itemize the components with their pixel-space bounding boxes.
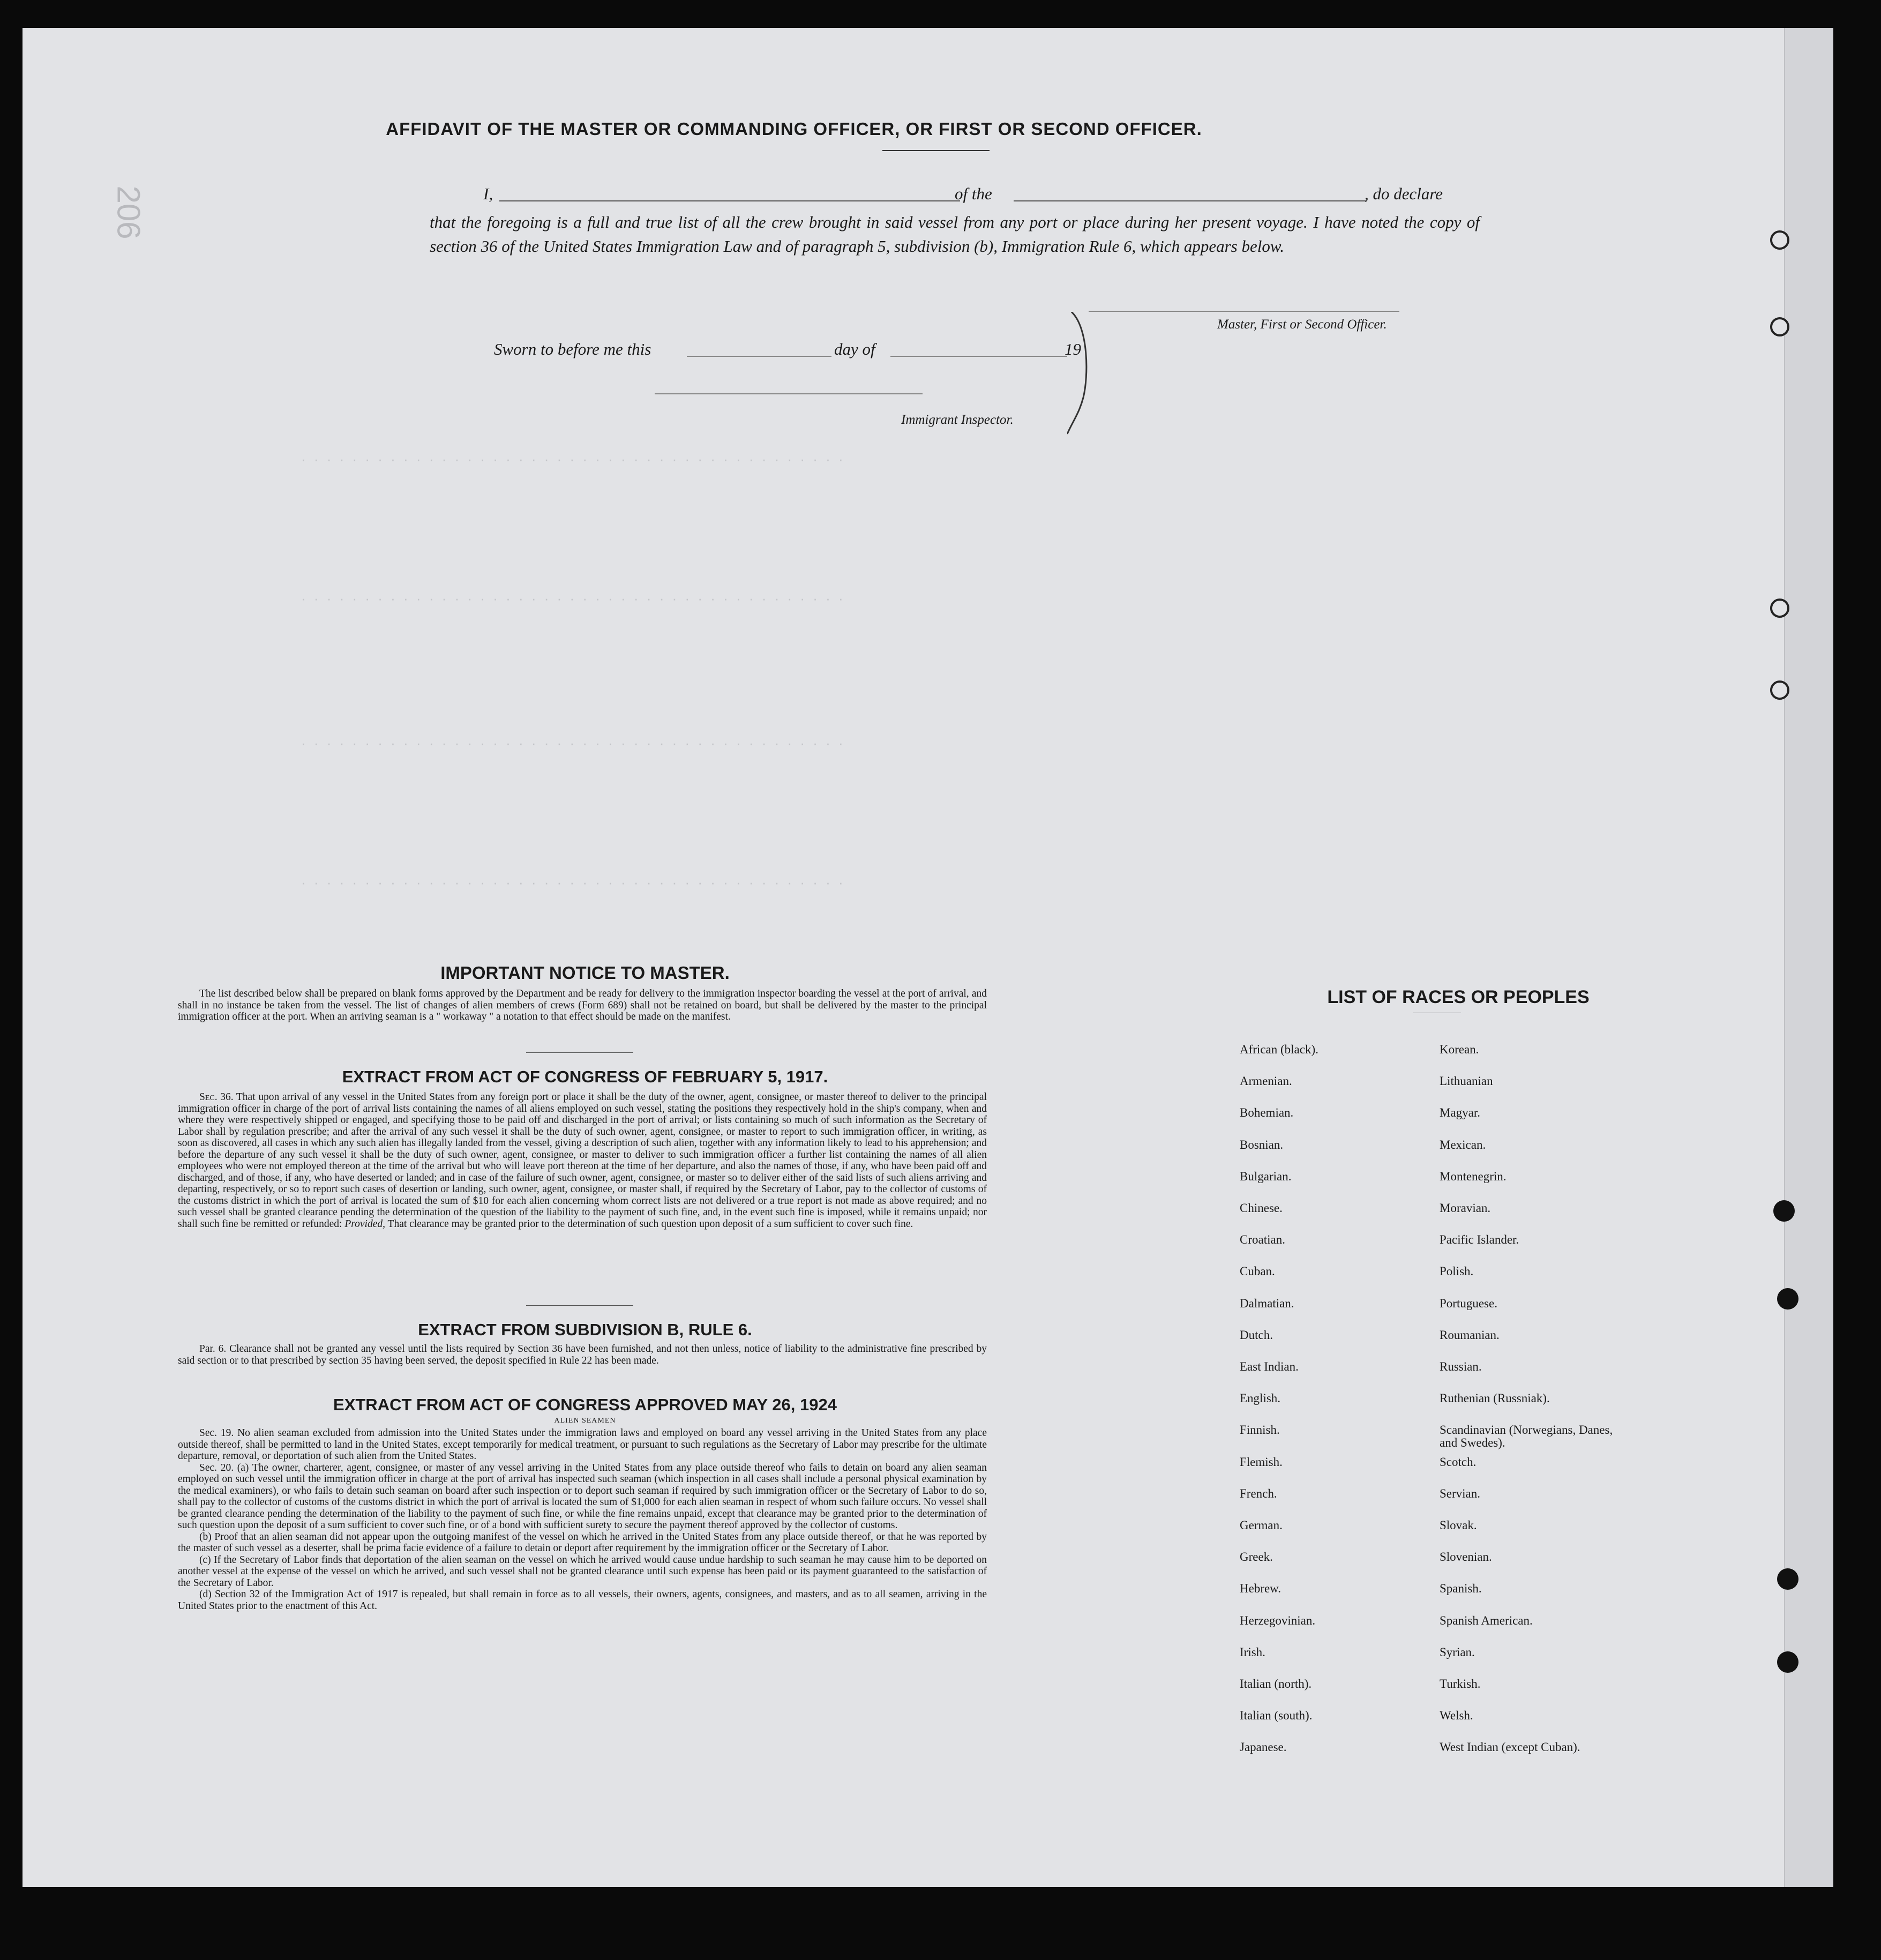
signature-label: Master, First or Second Officer. bbox=[1217, 317, 1387, 332]
race-item: Mexican. bbox=[1440, 1138, 1486, 1151]
extract-1924-subtitle: ALIEN SEAMEN bbox=[554, 1417, 616, 1425]
binding-hole bbox=[1770, 317, 1789, 336]
race-item: Chinese. bbox=[1240, 1201, 1283, 1215]
bracket-stroke bbox=[1067, 312, 1099, 435]
document-page bbox=[23, 28, 1833, 1887]
race-item: Italian (north). bbox=[1240, 1677, 1312, 1690]
race-item: French. bbox=[1240, 1486, 1277, 1500]
extract-rule6-title: EXTRACT FROM SUBDIVISION B, RULE 6. bbox=[418, 1320, 752, 1339]
race-item: Bohemian. bbox=[1240, 1106, 1294, 1120]
section-divider bbox=[526, 1052, 633, 1053]
title-rule bbox=[882, 150, 990, 151]
inspector-line bbox=[655, 393, 923, 394]
race-item: Ruthenian (Russniak). bbox=[1440, 1392, 1550, 1405]
binding-hole bbox=[1773, 1200, 1795, 1222]
day-of-label: day of bbox=[834, 340, 875, 358]
race-item: Cuban. bbox=[1240, 1265, 1275, 1278]
race-item: Slovenian. bbox=[1440, 1550, 1492, 1564]
race-item: Bulgarian. bbox=[1240, 1169, 1292, 1183]
race-item: Herzegovinian. bbox=[1240, 1613, 1316, 1627]
notice-text: The list described below shall be prepared on blank forms approved by the Department and be ready for delivery to the immigration inspector boarding the vessel at the port of arrival, and shall in no instance be taken from the vessel. The list of changes of alien members of crews (Form 689) shall not be retained on board, but shall be delivered by the master to the principal immigration officer at the port. When an arriving seaman is a " workaway " a notation to that effect should be made on the manifest. bbox=[178, 988, 987, 1022]
race-item: Lithuanian bbox=[1440, 1074, 1493, 1088]
race-item: Finnish. bbox=[1240, 1423, 1280, 1437]
race-item: Bosnian. bbox=[1240, 1138, 1284, 1151]
race-item: East Indian. bbox=[1240, 1360, 1299, 1373]
race-item: Spanish American. bbox=[1440, 1613, 1533, 1627]
race-item: Spanish. bbox=[1440, 1582, 1482, 1596]
race-item: Korean. bbox=[1440, 1043, 1479, 1056]
race-item: German. bbox=[1240, 1518, 1283, 1532]
year-label: 19 bbox=[1065, 340, 1081, 358]
race-item: Welsh. bbox=[1440, 1709, 1473, 1723]
binding-hole bbox=[1777, 1651, 1798, 1673]
binding-hole bbox=[1770, 230, 1789, 250]
vessel-blank-line bbox=[1014, 200, 1367, 201]
extract-1924-text: Sec. 19. No alien seaman excluded from admission into the United States under the immigration laws and employed on board any vessel arriving in the United States from any place outside thereof, shall be permitted to land in the United States, except temporarily for medical treatment, or pursuant to such regulations as the Secretary of Labor may prescribe for the ultimate departure, removal, or deportation of such alien from the United States. Sec. 20. (a) The owner, charterer, agent, consignee, or master of any vessel arriving in the United States from any place outside thereof who fails to detain on board any alien seaman employed on such vessel until the immigration officer in charge at the port of arrival has inspected such seaman (which inspection in all cases shall include a personal physical examination by the medical examiners), or who fails to detain such seaman on board after such inspection or to deport such seaman if required by such immigration officer or the Secretary of Labor to do so, shall pay to the collector of customs of the customs district in which the port of arrival is located the sum of $1,000 for each alien seaman in respect of whom such failure occurs. No vessel shall be granted clearance pending the determination of the liability to the payment of such fine, or while the fine remains unpaid, except that clearance may be granted prior to the determination of such question upon the deposit of a sum sufficient to cover such fine, or of a bond with sufficient surety to secure the payment thereof approved by the collector of customs. (b) Proof that an alien seaman did not appear upon the outgoing manifest of the vessel on which he arrived in the United States from any place outside thereof, or that he was reported by the master of such vessel as a deserter, shall be prima facie evidence of a failure to detain or deport after requirement by the immigration officer or the Secretary of Labor. (c) If the Secretary of Labor finds that deportation of the alien seaman on the vessel on which he arrived would cause undue hardship to such seaman he may cause him to be deported on another vessel at the expense of the vessel on which he arrived, and such vessel shall not be granted clearance until such expense has been paid or its payment guaranteed to the satisfaction of the Secretary of Labor. (d) Section 32 of the Immigration Act of 1917 is repealed, but shall remain in force as to all vessels, their owners, agents, consignees, and masters, and as to all seamen, arriving in the United States prior to the enactment of this Act. bbox=[178, 1427, 987, 1612]
race-item: English. bbox=[1240, 1392, 1281, 1405]
sworn-label: Sworn to before me this bbox=[494, 340, 651, 358]
race-item: Italian (south). bbox=[1240, 1709, 1313, 1723]
race-item: Turkish. bbox=[1440, 1677, 1481, 1690]
binding-hole bbox=[1770, 680, 1789, 700]
race-item: Scandinavian (Norwegians, Danes, and Swedes). bbox=[1440, 1423, 1613, 1450]
race-item: Dalmatian. bbox=[1240, 1296, 1294, 1310]
affidavit-of-the-label: of the bbox=[955, 184, 992, 203]
bleed-through-mark: · · · · · · · · · · · · · · · · · · · · · · · · · · · · · · · · · · · · · · · · · · · bbox=[301, 590, 845, 607]
race-item: Servian. bbox=[1440, 1486, 1481, 1500]
race-item: Flemish. bbox=[1240, 1455, 1283, 1469]
affidavit-body: that the foregoing is a full and true list of all the crew brought in said vessel from any port or place during her present voyage. I have noted the copy of section 36 of the United States Immigration Law and of paragraph 5, subdivision (b), Immigration Rule 6, which appears below. bbox=[430, 213, 1480, 256]
race-item: Roumanian. bbox=[1440, 1328, 1500, 1342]
race-item: Japanese. bbox=[1240, 1740, 1287, 1754]
race-item: Portuguese. bbox=[1440, 1296, 1497, 1310]
race-item: Irish. bbox=[1240, 1645, 1265, 1659]
binding-hole bbox=[1777, 1288, 1798, 1310]
race-item: African (black). bbox=[1240, 1043, 1318, 1056]
signature-line bbox=[1089, 311, 1399, 312]
race-item: Russian. bbox=[1440, 1360, 1482, 1373]
notice-title: IMPORTANT NOTICE TO MASTER. bbox=[440, 963, 730, 983]
binding-hole bbox=[1777, 1568, 1798, 1590]
race-item: Armenian. bbox=[1240, 1074, 1292, 1088]
section-divider bbox=[526, 1305, 633, 1306]
bleed-through-mark: · · · · · · · · · · · · · · · · · · · · · · · · · · · · · · · · · · · · · · · · · · · bbox=[301, 451, 845, 467]
affidavit-declare-label: , do declare bbox=[1365, 184, 1443, 203]
race-item: Pacific Islander. bbox=[1440, 1233, 1519, 1247]
race-item: Moravian. bbox=[1440, 1201, 1491, 1215]
sworn-day-line bbox=[687, 356, 831, 357]
race-item: Montenegrin. bbox=[1440, 1169, 1507, 1183]
race-item: Greek. bbox=[1240, 1550, 1273, 1564]
bleed-through-mark: · · · · · · · · · · · · · · · · · · · · · · · · · · · · · · · · · · · · · · · · · · · bbox=[301, 735, 845, 751]
faint-page-number: 206 bbox=[110, 185, 147, 240]
name-blank-line bbox=[499, 200, 960, 201]
races-title: LIST OF RACES OR PEOPLES bbox=[1327, 987, 1590, 1007]
race-item: Hebrew. bbox=[1240, 1582, 1282, 1596]
race-item: Dutch. bbox=[1240, 1328, 1273, 1342]
extract-1917-title: EXTRACT FROM ACT OF CONGRESS OF FEBRUARY 5, 1917. bbox=[342, 1067, 828, 1086]
affidavit-title: AFFIDAVIT OF THE MASTER OR COMMANDING OFFICER, OR FIRST OR SECOND OFFICER. bbox=[386, 119, 1202, 139]
extract-1924-title: EXTRACT FROM ACT OF CONGRESS APPROVED MAY 26, 1924 bbox=[333, 1395, 837, 1414]
race-item: Polish. bbox=[1440, 1265, 1474, 1278]
bleed-through-mark: · · · · · · · · · · · · · · · · · · · · · · · · · · · · · · · · · · · · · · · · · · · bbox=[301, 874, 845, 891]
extract-rule6-text: Par. 6. Clearance shall not be granted any vessel until the lists required by Section 36 have been furnished, and not then unless, notice of liability to the administrative fine prescribed by said section or to that prescribed by section 35 having been served, the deposit specified in Rule 22 has been made. bbox=[178, 1343, 987, 1366]
race-item: Croatian. bbox=[1240, 1233, 1285, 1247]
race-item: Syrian. bbox=[1440, 1645, 1475, 1659]
extract-1917-text: Sec. 36. That upon arrival of any vessel in the United States from any foreign port or place it shall be the duty of the owner, agent, consignee, or master thereof to deliver to the principal immigration officer in charge of the port of arrival lists containing the names of all aliens employed on such vessel, stating the positions they respectively hold in the ship's company, when and where they were respectively shipped or engaged, and specifying those to be paid off and discharged in the port of arrival; or lists containing so much of such information as the Secretary of Labor shall by regulation prescribe; and after the arrival of any such vessel it shall be the duty of such owner, agent, consignee, or master to report to such immigration officer, in writing, as soon as discovered, all cases in which any such alien has illegally landed from the vessel, giving a description of such alien, together with any information likely to lead to his apprehension; and before the departure of any such vessel it shall be the duty of such owner, agent, consignee, or master to deliver to such immigration officer a further list containing the names of all alien employees who were not employed thereon at the time of the arrival but who will leave port thereon at the time of her departure, and also the names of those, if any, who have been paid off and discharged, and of those, if any, who have deserted or landed; and in case of the failure of such owner, agent, consignee, or master so to deliver either of the said lists of such aliens arriving and departing, respectively, or so to report such cases of desertion or landing, such owner, agent, consignee, or master shall, if required by the Secretary of Labor, pay to the collector of customs of the customs district in which the port of arrival is located the sum of $10 for each alien concerning whom correct lists are not delivered or a true report is not made as above required; and no such vessel shall be granted clearance pending the determination of the question of the liability to the payment of such fine, and, in the event such fine is imposed, while it remains unpaid; nor shall such fine be remitted or refunded: Provided, That clearance may be granted prior to the determination of such question upon deposit of a sum sufficient to cover such fine. bbox=[178, 1091, 987, 1230]
race-item: Slovak. bbox=[1440, 1518, 1477, 1532]
binding-hole bbox=[1770, 599, 1789, 618]
race-item: West Indian (except Cuban). bbox=[1440, 1740, 1580, 1754]
affidavit-i-label: I, bbox=[483, 184, 493, 203]
page-edge bbox=[1784, 28, 1833, 1887]
inspector-label: Immigrant Inspector. bbox=[901, 413, 1014, 427]
sworn-month-line bbox=[890, 356, 1067, 357]
race-item: Magyar. bbox=[1440, 1106, 1481, 1120]
race-item: Scotch. bbox=[1440, 1455, 1477, 1469]
